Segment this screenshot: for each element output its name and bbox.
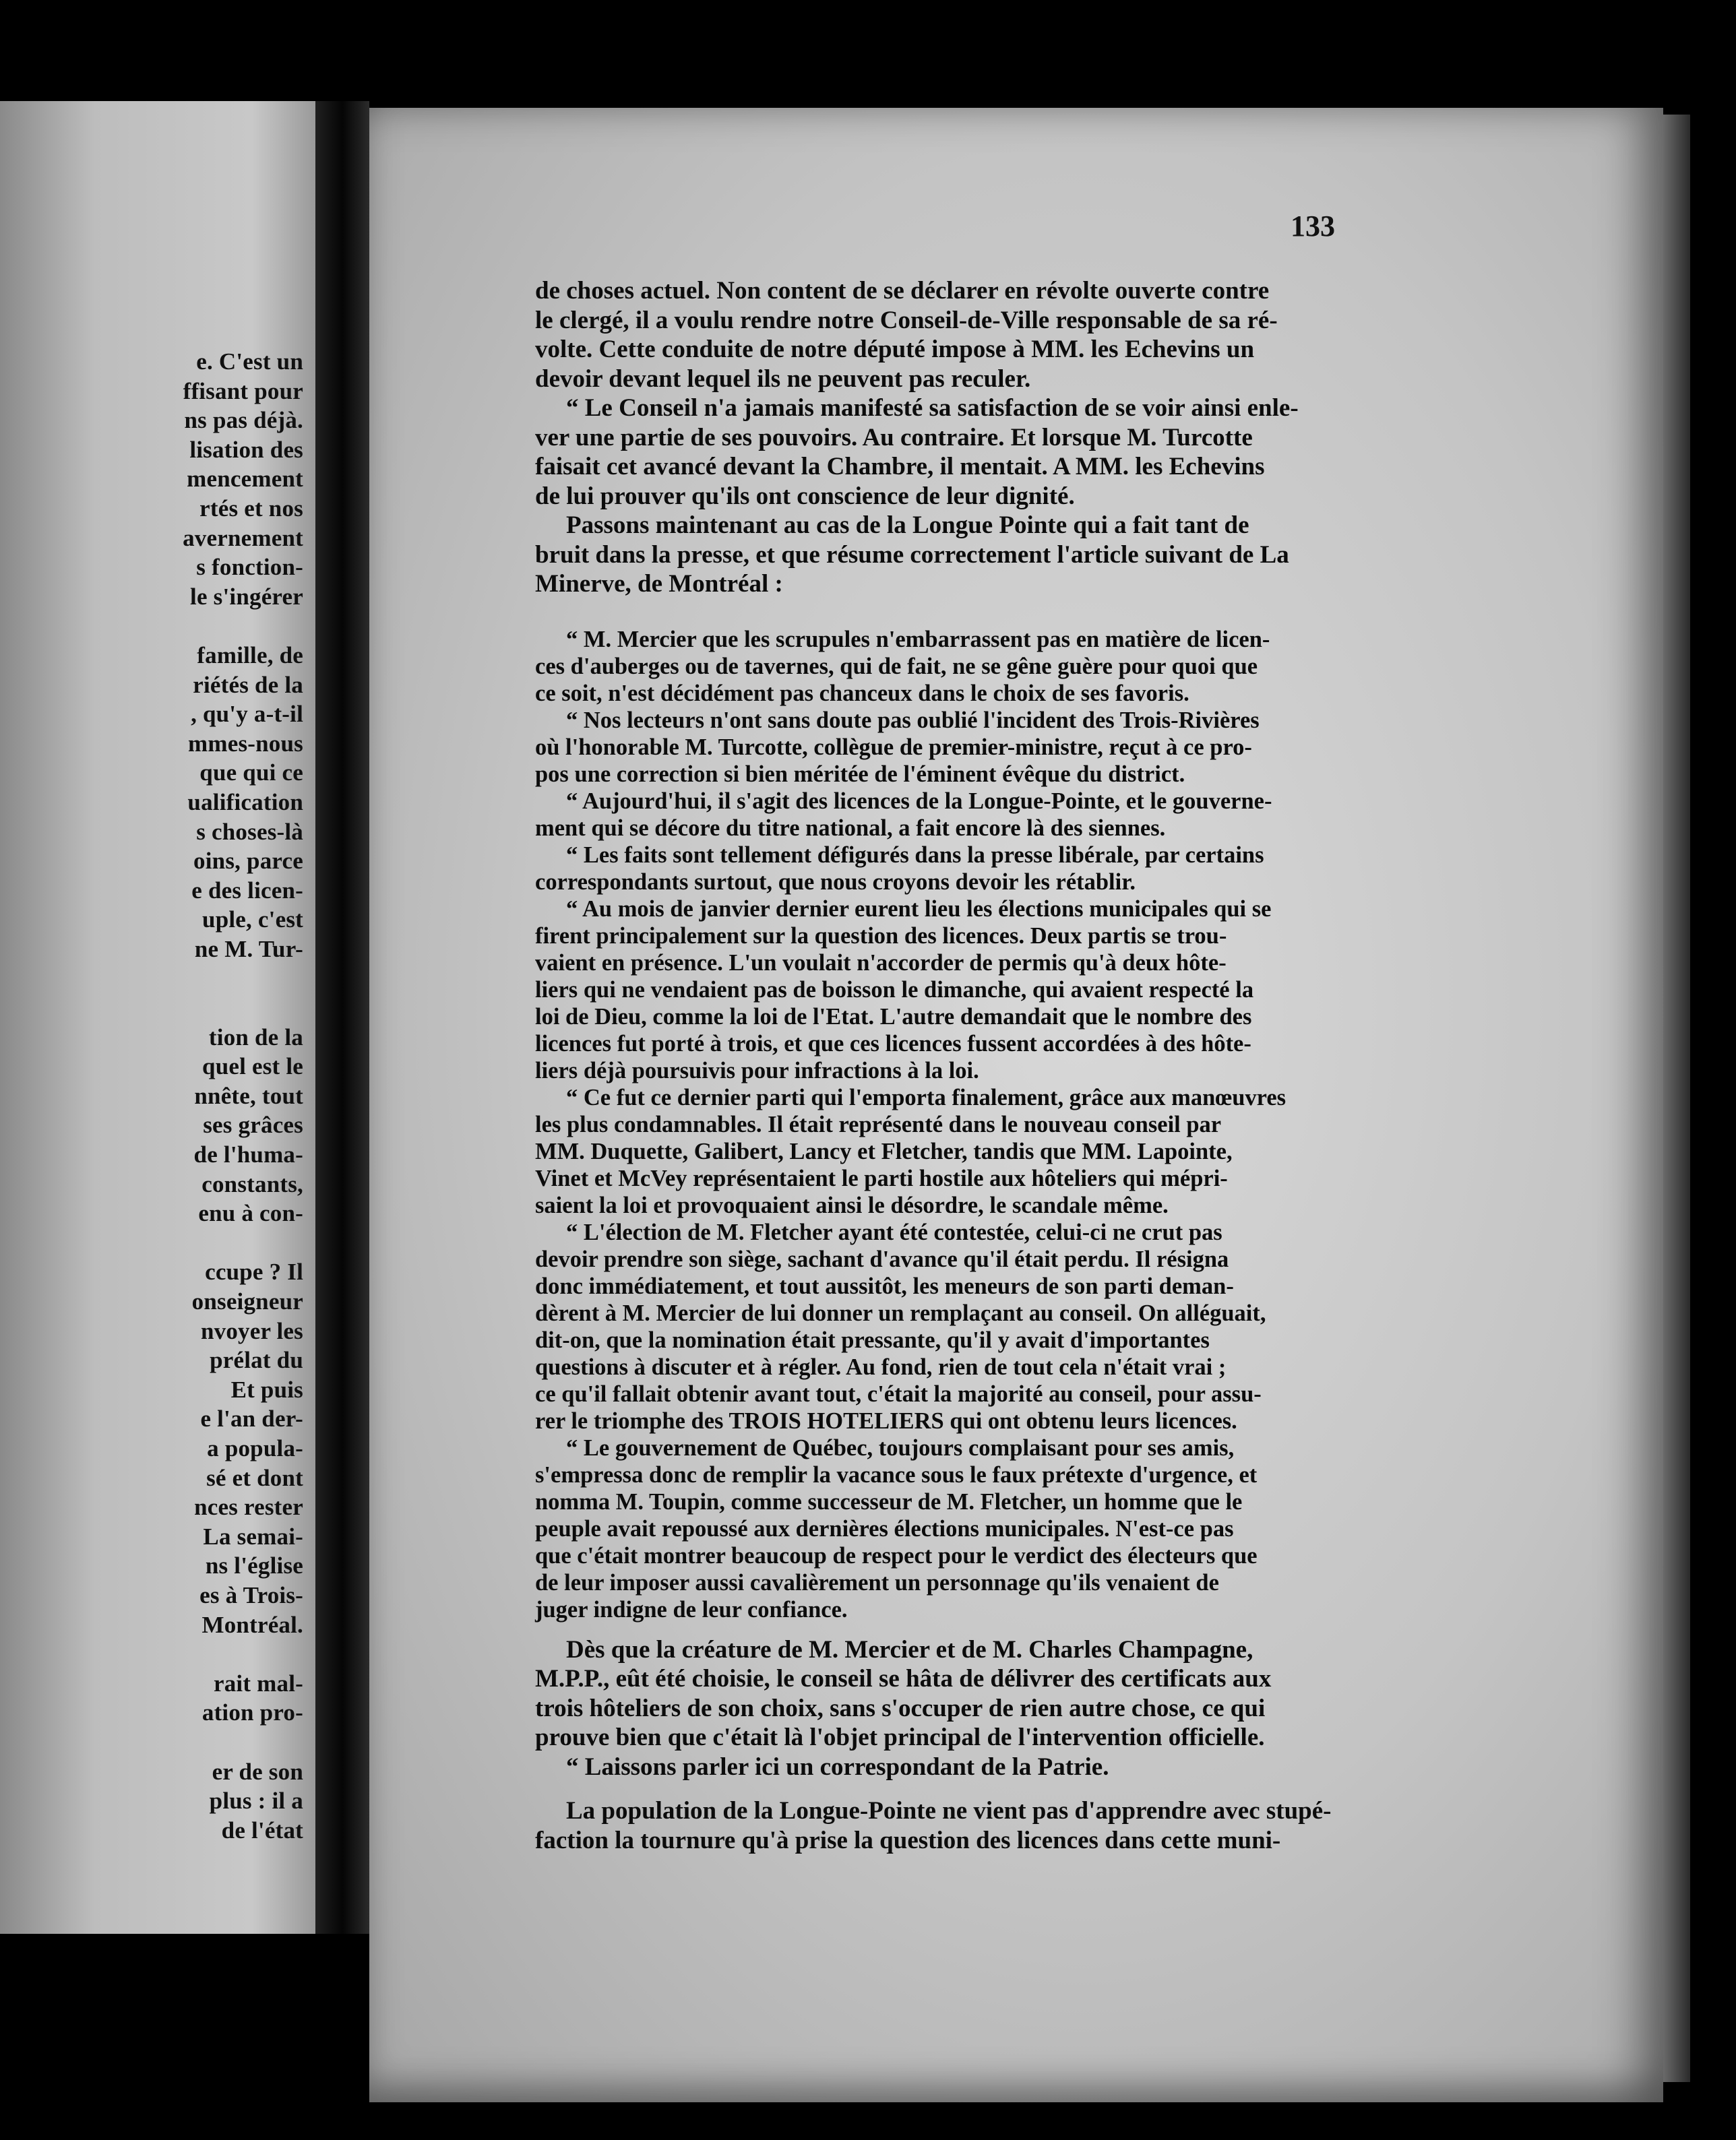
text-line: La population de la Longue-Pointe ne vient pas d'apprendre avec stupé- [566, 1797, 1332, 1825]
previous-page-line: le s'ingérer [190, 583, 303, 610]
previous-page-line: ne M. Tur- [194, 935, 303, 962]
text-line: Vinet et McVey représentaient le parti hostile aux hôteliers qui mépri- [535, 1165, 1228, 1191]
text-line: Dès que la créature de M. Mercier et de M. Charles Champagne, [566, 1635, 1253, 1664]
text-line: “ L'élection de M. Fletcher ayant été contestée, celui-ci ne crut pas [566, 1219, 1222, 1245]
text-line: dit-on, que la nomination était pressante, qu'il y avait d'importantes [535, 1327, 1210, 1353]
previous-page-line: a popula- [207, 1435, 303, 1461]
previous-page-line: que qui ce [199, 759, 303, 786]
previous-page-line: constants, [202, 1170, 303, 1197]
text-line: Passons maintenant au cas de la Longue Pointe qui a fait tant de [566, 511, 1249, 539]
previous-page-line: s fonction- [196, 554, 303, 581]
closing-paragraph [535, 1635, 1506, 1782]
previous-page-line [0, 1639, 303, 1669]
previous-page-line: nnête, tout [194, 1082, 303, 1109]
text-line: ment qui se décore du titre national, a fait encore là des siennes. [535, 815, 1166, 841]
text-line: “ Ce fut ce dernier parti qui l'emporta finalement, grâce aux manœuvres [566, 1084, 1286, 1110]
correspondent-excerpt [535, 1796, 1506, 1855]
current-page [369, 108, 1663, 2102]
previous-page-line: de l'état [221, 1817, 303, 1844]
previous-page-line: er de son [212, 1758, 303, 1785]
text-line: s'empressa donc de remplir la vacance sous le faux prétexte d'urgence, et [535, 1461, 1258, 1488]
text-line: devoir devant lequel ils ne peuvent pas reculer. [535, 365, 1031, 393]
previous-page-line: ation pro- [202, 1699, 303, 1726]
text-line: faction la tournure qu'à prise la question des licences dans cette muni- [535, 1826, 1281, 1854]
text-line: ce qu'il fallait obtenir avant tout, c'était la majorité au conseil, pour assu- [535, 1381, 1262, 1407]
previous-page-line: enu à con- [198, 1200, 303, 1227]
previous-page-line: tion de la [208, 1024, 303, 1050]
text-line: donc immédiatement, et tout aussitôt, les meneurs de son parti deman- [535, 1273, 1234, 1299]
previous-page-line: es à Trois- [199, 1581, 303, 1608]
text-line: “ Les faits sont tellement défigurés dans la presse libérale, par certains [566, 842, 1264, 868]
text-line: pos une correction si bien méritée de l'éminent évêque du district. [535, 761, 1185, 787]
text-line: “ Au mois de janvier dernier eurent lieu les élections municipales qui se [566, 895, 1272, 922]
previous-page-line: lisation des [189, 436, 303, 463]
previous-page-line: e des licen- [191, 877, 303, 904]
text-line: loi de Dieu, comme la loi de l'Etat. L'autre demandait que le nombre des [535, 1003, 1252, 1030]
quoted-article [535, 626, 1506, 1623]
previous-page-line: Et puis [230, 1376, 303, 1403]
previous-page-line: Montréal. [202, 1611, 303, 1638]
text-line: ver une partie de ses pouvoirs. Au contraire. Et lorsque M. Turcotte [535, 423, 1253, 451]
previous-page-line: ns pas déjà. [184, 407, 303, 434]
page-number: 133 [1291, 210, 1335, 243]
previous-page-line: avernement [183, 524, 303, 551]
text-line: correspondants surtout, que nous croyons devoir les rétablir. [535, 869, 1136, 895]
previous-page-line: oins, parce [193, 848, 303, 875]
previous-page-text [0, 347, 303, 1845]
text-line: de leur imposer aussi cavalièrement un personnage qu'ils venaient de [535, 1569, 1219, 1596]
text-line: peuple avait repoussé aux dernières élections municipales. N'est-ce pas [535, 1515, 1234, 1542]
text-line: MM. Duquette, Galibert, Lancy et Fletcher, tandis que MM. Lapointe, [535, 1138, 1233, 1164]
text-line: M.P.P., eût été choisie, le conseil se hâta de délivrer des certificats aux [535, 1665, 1272, 1693]
previous-page-line: plus : il a [209, 1788, 303, 1815]
previous-page-line: e l'an der- [200, 1406, 303, 1433]
previous-page-line: ses grâces [203, 1112, 303, 1139]
previous-page-line: prélat du [210, 1347, 303, 1374]
text-line: que c'était montrer beaucoup de respect pour le verdict des électeurs que [535, 1542, 1258, 1569]
previous-page-line: s choses-là [196, 818, 303, 845]
previous-page-line: mmes-nous [188, 730, 303, 757]
text-line: liers déjà poursuivis pour infractions à la loi. [535, 1057, 979, 1083]
previous-page-line: famille, de [197, 641, 303, 668]
text-line: nomma M. Toupin, comme successeur de M. Fletcher, un homme que le [535, 1488, 1243, 1515]
text-line: de lui prouver qu'ils ont conscience de leur dignité. [535, 482, 1075, 510]
text-line: firent principalement sur la question des licences. Deux partis se trou- [535, 922, 1227, 949]
text-line: les plus condamnables. Il était représenté dans le nouveau conseil par [535, 1111, 1222, 1137]
text-line: juger indigne de leur confiance. [535, 1596, 848, 1623]
text-line: liers qui ne vendaient pas de boisson le dimanche, qui avaient respecté la [535, 976, 1254, 1003]
text-line: prouve bien que c'était là l'objet principal de l'intervention officielle. [535, 1724, 1265, 1751]
previous-page-line: mencement [187, 466, 303, 493]
text-line: bruit dans la presse, et que résume correctement l'article suivant de La [535, 540, 1289, 569]
page-edge [1663, 115, 1690, 2082]
text-line: questions à discuter et à régler. Au fond, rien de tout cela n'était vrai ; [535, 1354, 1227, 1380]
text-line: “ M. Mercier que les scrupules n'embarrassent pas en matière de licen- [566, 626, 1270, 652]
previous-page-line: rtés et nos [199, 495, 303, 522]
text-line: faisait cet avancé devant la Chambre, il mentait. A MM. les Echevins [535, 453, 1265, 480]
text-line: dèrent à M. Mercier de lui donner un remplaçant au conseil. On alléguait, [535, 1300, 1266, 1326]
previous-page-line: , qu'y a-t-il [191, 701, 303, 728]
previous-page-line: ns l'église [205, 1552, 303, 1579]
previous-page-line [0, 1728, 303, 1757]
previous-page-line: rait mal- [214, 1670, 303, 1697]
text-line: licences fut porté à trois, et que ces licences fussent accordées à des hôte- [535, 1030, 1251, 1057]
previous-page-line: quel est le [202, 1053, 303, 1080]
intro-paragraphs [535, 276, 1506, 599]
text-line: “ Le Conseil n'a jamais manifesté sa satisfaction de se voir ainsi enle- [566, 394, 1299, 422]
text-line: “ Aujourd'hui, il s'agit des licences de la Longue-Pointe, et le gouverne- [566, 788, 1272, 814]
previous-page-line: uple, c'est [202, 906, 303, 933]
text-line: rer le triomphe des TROIS HOTELIERS qui ont obtenu leurs licences. [535, 1408, 1237, 1434]
previous-page-line: ffisant pour [183, 377, 303, 404]
text-line: vaient en présence. L'un voulait n'accorder de permis qu'à deux hôte- [535, 949, 1227, 976]
text-line: où l'honorable M. Turcotte, collègue de premier-ministre, reçut à ce pro- [535, 734, 1252, 760]
previous-page [0, 101, 315, 1934]
text-line: “ Nos lecteurs n'ont sans doute pas oublié l'incident des Trois-Rivières [566, 707, 1260, 733]
text-line: de choses actuel. Non content de se déclarer en révolte ouverte contre [535, 277, 1270, 305]
previous-page-line: sé et dont [206, 1464, 303, 1491]
previous-page-line: onseigneur [191, 1288, 303, 1315]
previous-page-line [0, 611, 303, 641]
text-line: “ Le gouvernement de Québec, toujours complaisant pour ses amis, [566, 1435, 1235, 1461]
text-line: trois hôteliers de son choix, sans s'occuper de rien autre chose, ce qui [535, 1694, 1266, 1722]
page-body [535, 276, 1506, 1855]
text-line: ce soit, n'est décidément pas chanceux dans le choix de ses favoris. [535, 680, 1189, 706]
previous-page-line: La semai- [203, 1523, 303, 1550]
previous-page-line: ualification [187, 788, 303, 815]
previous-page-line [0, 993, 303, 1023]
previous-page-line: riétés de la [193, 671, 303, 698]
previous-page-line [0, 964, 303, 993]
text-line: Minerve, de Montréal : [535, 570, 783, 598]
text-line: ces d'auberges ou de tavernes, qui de fait, ne se gêne guère pour quoi que [535, 653, 1258, 679]
text-line: volte. Cette conduite de notre député impose à MM. les Echevins un [535, 336, 1255, 363]
book-gutter [315, 101, 369, 1934]
previous-page-line [0, 1228, 303, 1258]
text-line: “ Laissons parler ici un correspondant de la Patrie. [566, 1753, 1109, 1781]
text-line: devoir prendre son siège, sachant d'avance qu'il était perdu. Il résigna [535, 1246, 1229, 1272]
previous-page-line: de l'huma- [193, 1141, 303, 1168]
previous-page-line: ccupe ? Il [205, 1259, 303, 1286]
previous-page-line: e. C'est un [196, 348, 303, 375]
text-line: saient la loi et provoquaient ainsi le désordre, le scandale même. [535, 1192, 1169, 1218]
previous-page-line: nvoyer les [200, 1317, 303, 1344]
previous-page-line: nces rester [194, 1494, 303, 1521]
text-line: le clergé, il a voulu rendre notre Conseil-de-Ville responsable de sa ré- [535, 306, 1278, 334]
